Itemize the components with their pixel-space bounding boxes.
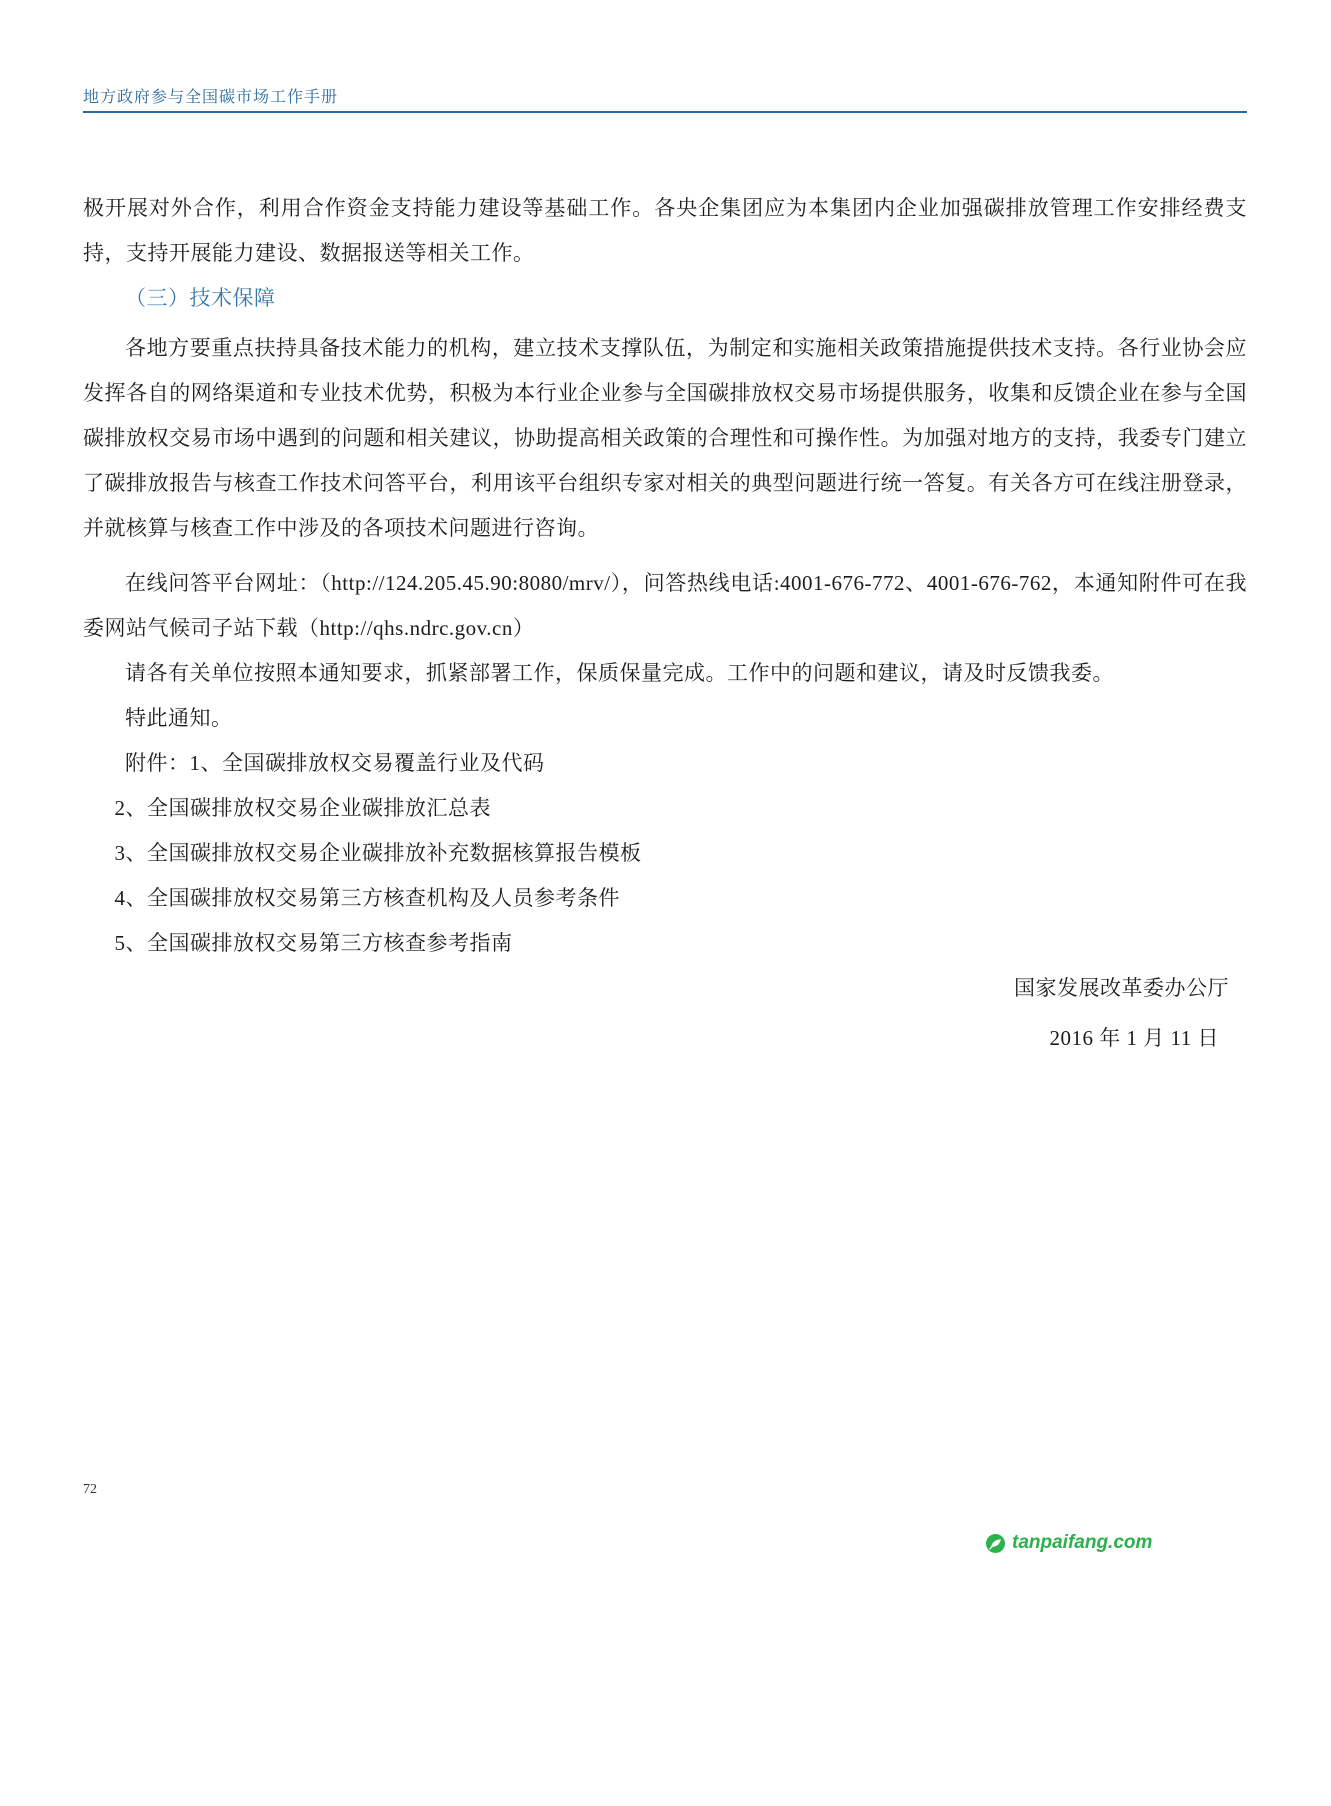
attachment-item-5: 5、全国碳排放权交易第三方核查参考指南	[114, 931, 513, 955]
site-logo	[985, 1532, 1152, 1554]
attachment-item-4: 4、全国碳排放权交易第三方核查机构及人员参考条件	[114, 886, 620, 910]
document-body	[83, 186, 1247, 1061]
site-logo-text: tanpaifang.com	[1012, 1532, 1153, 1553]
section-heading-technical-support: （三）技术保障	[125, 286, 276, 310]
signature-organization: 国家发展改革委办公厅	[1014, 976, 1229, 1000]
header-divider	[83, 111, 1247, 113]
paragraph-notice: 特此通知。	[125, 706, 233, 730]
paragraph-technical-support: 各地方要重点扶持具备技术能力的机构，建立技术支撑队伍，为制定和实施相关政策措施提供技术支持。各行业协会应发挥各自的网络渠道和专业技术优势，积极为本行业企业参与全国碳排放权交易市场提供服务，收集和反馈企业在参与全国碳排放权交易市场中遇到的问题和相关建议，协助提高相关政策的合理性和可操作性。为加强对地方的支持，我委专门建立了碳排放报告与核查工作技术问答平台，利用该平台组织专家对相关的典型问题进行统一答复。有关各方可在线注册登录，并就核算与核查工作中涉及的各项技术问题进行咨询。	[83, 336, 1247, 540]
document-header-title: 地方政府参与全国碳市场工作手册	[83, 89, 339, 106]
paragraph-platform-contact: 在线问答平台网址：（http://124.205.45.90:8080/mrv/），问答热线电话:4001-676-772、4001-676-762，本通知附件可在我委网站气候司子站下载（http://qhs.ndrc.gov.cn）	[83, 571, 1247, 640]
leaf-icon	[985, 1533, 1006, 1554]
paragraph-request: 请各有关单位按照本通知要求，抓紧部署工作，保质保量完成。工作中的问题和建议，请及时反馈我委。	[125, 661, 1114, 685]
attachment-item-2: 2、全国碳排放权交易企业碳排放汇总表	[114, 796, 491, 820]
page-number: 72	[83, 1482, 97, 1497]
attachment-item-1: 附件：1、全国碳排放权交易覆盖行业及代码	[125, 751, 545, 775]
paragraph-continuation: 极开展对外合作，利用合作资金支持能力建设等基础工作。各央企集团应为本集团内企业加强碳排放管理工作安排经费支持，支持开展能力建设、数据报送等相关工作。	[83, 196, 1247, 265]
signature-date: 2016 年 1 月 11 日	[1049, 1026, 1219, 1050]
attachment-item-3: 3、全国碳排放权交易企业碳排放补充数据核算报告模板	[114, 841, 642, 865]
